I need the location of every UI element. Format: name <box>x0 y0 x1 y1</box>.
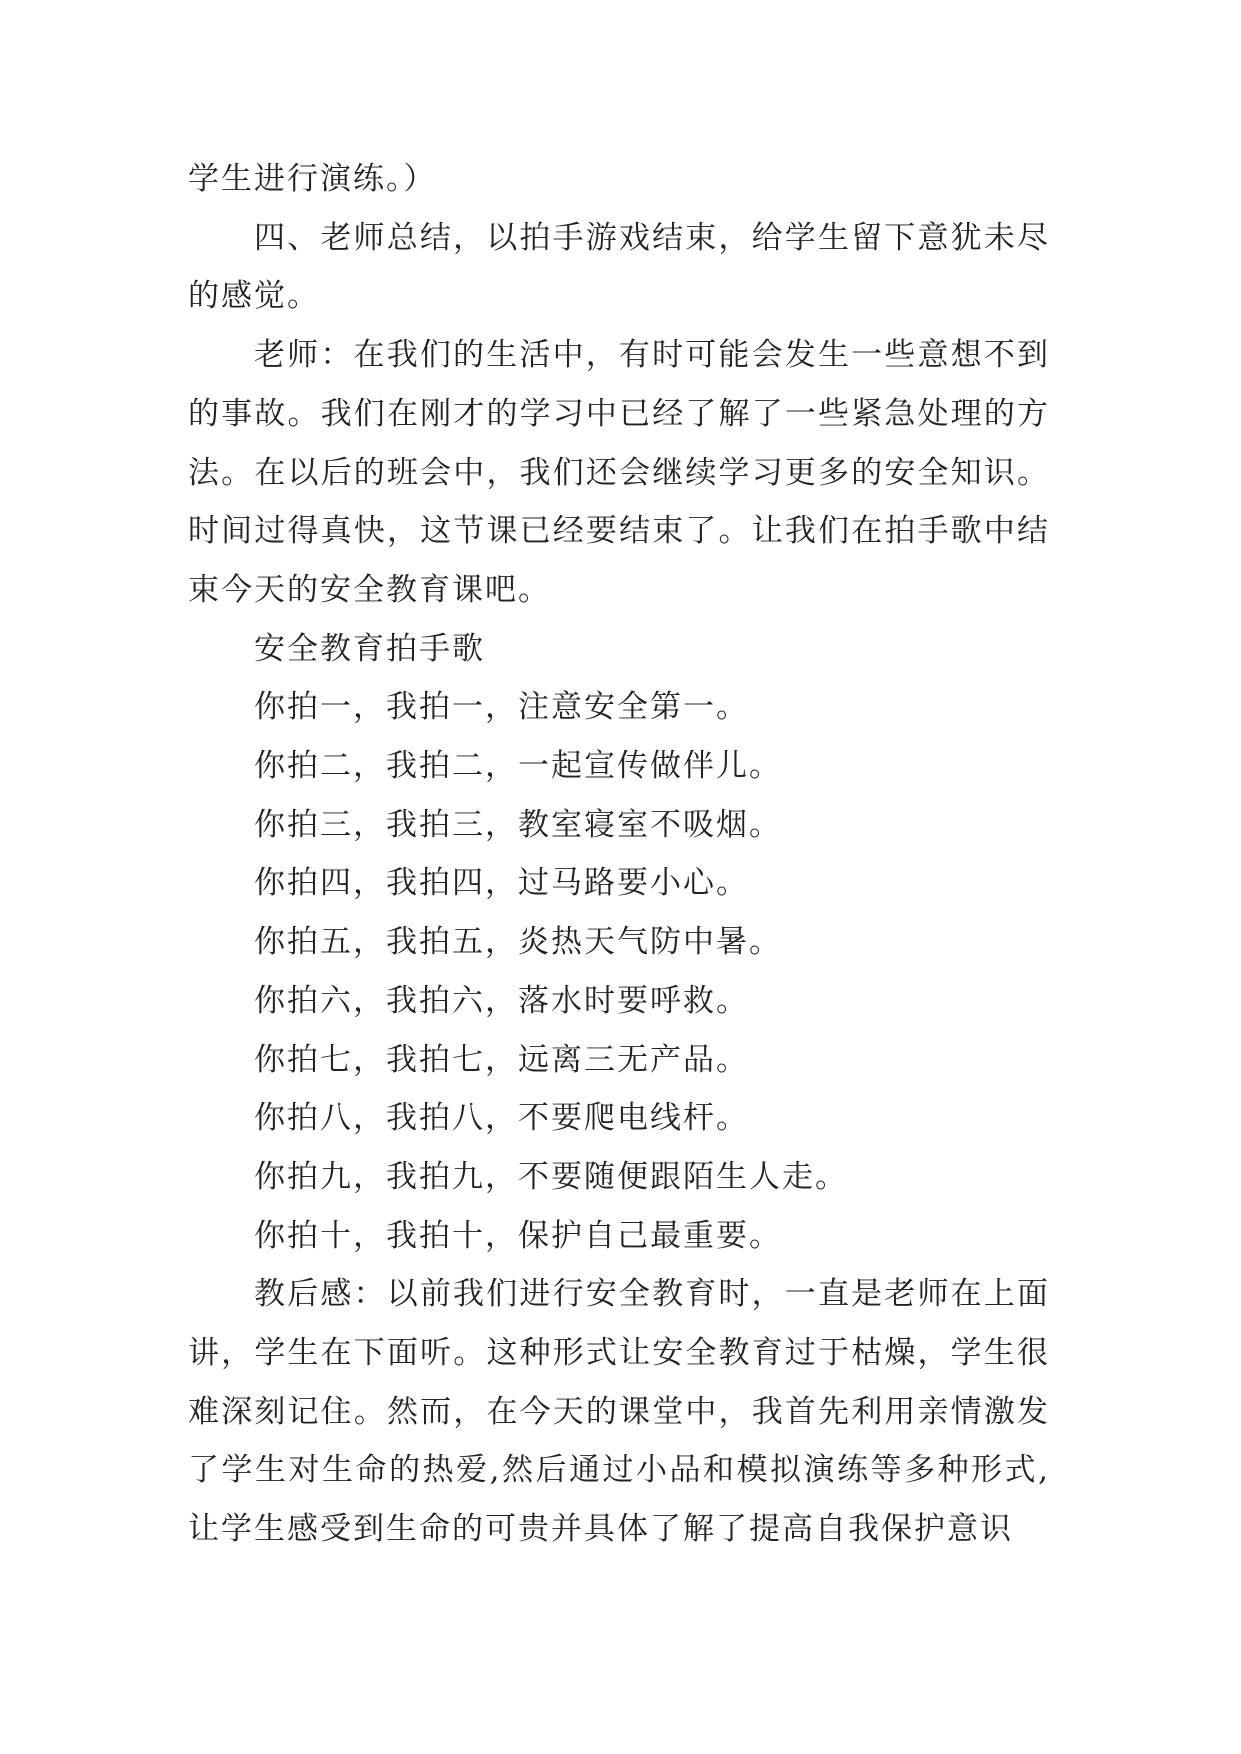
poem-line: 你拍四，我拍四，过马路要小心。 <box>254 865 749 902</box>
poem-line: 你拍九，我拍九，不要随便跟陌生人走。 <box>254 1158 848 1195</box>
document-body <box>188 150 1050 1559</box>
poem-line: 你拍二，我拍二，一起宣传做伴儿。 <box>254 748 782 785</box>
poem-line: 你拍七，我拍七，远离三无产品。 <box>254 1041 749 1078</box>
poem-line: 你拍八，我拍八，不要爬电线杆。 <box>254 1100 749 1137</box>
poem-line: 你拍一，我拍一，注意安全第一。 <box>254 689 749 726</box>
poem-title: 安全教育拍手歌 <box>254 630 485 667</box>
paragraph-reflection: 教后感：以前我们进行安全教育时，一直是老师在上面讲，学生在下面听。这种形式让安全教育过于枯燥，学生很难深刻记住。然而，在今天的课堂中，我首先利用亲情激发了学生对生命的热爱,然后通过小品和模拟演练等多种形式,让学生感受到生命的可贵并具体了解了提高自我保护意识 <box>188 1276 1050 1548</box>
poem-line: 你拍三，我拍三，教室寝室不吸烟。 <box>254 806 782 843</box>
paragraph-teacher-speech: 老师：在我们的生活中，有时可能会发生一些意想不到的事故。我们在刚才的学习中已经了解了一些紧急处理的方法。在以后的班会中，我们还会继续学习更多的安全知识。时间过得真快，这节课已经要结束了。让我们在拍手歌中结束今天的安全教育课吧。 <box>188 337 1050 608</box>
paragraph-summary: 四、老师总结，以拍手游戏结束，给学生留下意犹未尽的感觉。 <box>188 219 1050 315</box>
poem-line: 你拍五，我拍五，炎热天气防中暑。 <box>254 924 782 961</box>
poem-line: 你拍六，我拍六，落水时要呼救。 <box>254 982 749 1019</box>
poem-line: 你拍十，我拍十，保护自己最重要。 <box>254 1217 782 1254</box>
paragraph-continuation: 学生进行演练。） <box>188 161 437 197</box>
